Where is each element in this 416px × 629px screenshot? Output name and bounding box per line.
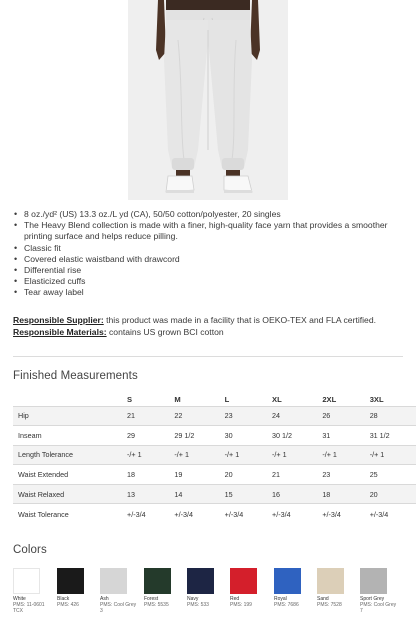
color-name: Sand [317, 596, 329, 602]
table-cell: 18 [123, 465, 170, 485]
table-row [13, 465, 416, 485]
feature-item: • Elasticized cuffs [13, 276, 405, 287]
size-header: S [127, 395, 133, 405]
row-label: Inseam [13, 426, 123, 446]
table-row [13, 406, 416, 426]
responsible-materials [13, 326, 399, 338]
row-label: Waist Extended [13, 465, 123, 485]
table-row [13, 504, 416, 524]
colors-title: Colors [13, 544, 47, 556]
color-chip[interactable] [144, 568, 171, 594]
color-chip[interactable] [360, 568, 387, 594]
color-name: White [13, 596, 26, 602]
table-cell: 13 [123, 484, 170, 504]
table-cell: 14 [170, 484, 220, 504]
size-header: 3XL [369, 395, 384, 405]
responsible-sourcing [13, 314, 399, 338]
table-cell: +/-3/4 [268, 504, 318, 524]
color-pms: PMS: 5535 [144, 602, 169, 608]
color-pms: PMS: 426 [57, 602, 79, 608]
table-cell: 19 [170, 465, 220, 485]
color-name: Forest [144, 596, 159, 602]
color-swatch-sport-grey[interactable] [360, 568, 400, 614]
table-cell: -/+ 1 [366, 445, 416, 465]
sweatpants-illustration [128, 0, 288, 200]
color-name: Ash [100, 596, 109, 602]
table-cell: 21 [123, 406, 170, 426]
table-cell: 25 [366, 465, 416, 485]
table-cell: -/+ 1 [170, 445, 220, 465]
feature-item: • The Heavy Blend collection is made with a finer, high-quality face yarn that provides a smoother printing surface and helps reduce pilling. [13, 220, 405, 242]
row-label: Hip [13, 406, 123, 426]
table-cell: 30 [221, 426, 268, 446]
header-label-cell [13, 394, 123, 406]
color-swatch-royal[interactable] [274, 568, 314, 608]
feature-list [13, 209, 405, 299]
table-cell: 24 [268, 406, 318, 426]
table-cell: 28 [366, 406, 416, 426]
table-cell: -/+ 1 [268, 445, 318, 465]
color-swatch-navy[interactable] [187, 568, 227, 608]
table-cell: 16 [268, 484, 318, 504]
table-row [13, 426, 416, 446]
table-cell: 22 [170, 406, 220, 426]
color-swatch-sand[interactable] [317, 568, 357, 608]
table-cell: 30 1/2 [268, 426, 318, 446]
color-swatch-ash[interactable] [100, 568, 140, 614]
color-name: Navy [187, 596, 199, 602]
color-name: Red [230, 596, 240, 602]
size-header: XL [272, 395, 282, 405]
color-pms: PMS: 11-0601 TCX [13, 602, 45, 614]
table-cell: +/-3/4 [123, 504, 170, 524]
size-header: M [174, 395, 181, 405]
color-swatch-white[interactable] [13, 568, 53, 614]
color-swatch-black[interactable] [57, 568, 97, 608]
feature-item: • Classic fit [13, 243, 405, 254]
measurements-title: Finished Measurements [13, 370, 138, 382]
color-pms: PMS: 199 [230, 602, 252, 608]
product-image [128, 0, 288, 200]
color-pms: PMS: 533 [187, 602, 209, 608]
color-pms: PMS: Cool Grey 3 [100, 602, 137, 614]
color-chip[interactable] [100, 568, 127, 594]
color-pms: PMS: 7528 [317, 602, 342, 608]
color-name: Black [57, 596, 70, 602]
table-cell: -/+ 1 [318, 445, 365, 465]
feature-item: • Differential rise [13, 265, 405, 276]
size-header: L [224, 395, 230, 405]
responsible-supplier-label: Responsible Supplier: [13, 315, 104, 325]
color-chip[interactable] [187, 568, 214, 594]
responsible-supplier-text: this product was made in a facility that is OEKO-TEX and FLA certified. [103, 315, 376, 325]
table-cell: -/+ 1 [123, 445, 170, 465]
color-swatch-red[interactable] [230, 568, 270, 608]
color-pms: PMS: 7686 [274, 602, 299, 608]
color-chip[interactable] [230, 568, 257, 594]
table-cell: 23 [318, 465, 365, 485]
row-label: Waist Relaxed [13, 484, 123, 504]
table-cell: +/-3/4 [366, 504, 416, 524]
section-divider [13, 356, 403, 357]
table-row [13, 445, 416, 465]
table-cell: 29 [123, 426, 170, 446]
table-cell: 18 [318, 484, 365, 504]
table-cell: 26 [318, 406, 365, 426]
table-cell: 21 [268, 465, 318, 485]
color-chip[interactable] [13, 568, 40, 594]
measurements-table [13, 394, 416, 524]
row-label: Waist Tolerance [13, 504, 123, 524]
table-cell: 31 [318, 426, 365, 446]
feature-item: • Tear away label [13, 287, 405, 298]
feature-item: • Covered elastic waistband with drawcord [13, 254, 405, 265]
table-row [13, 484, 416, 504]
color-swatch-forest[interactable] [144, 568, 184, 608]
size-header: 2XL [322, 395, 337, 405]
color-pms: PMS: Cool Grey 7 [360, 602, 397, 614]
color-chip[interactable] [57, 568, 84, 594]
responsible-materials-text: contains US grown BCI cotton [106, 327, 224, 337]
color-chip[interactable] [317, 568, 344, 594]
color-name: Sport Grey [360, 596, 385, 602]
table-cell: 20 [366, 484, 416, 504]
feature-item: • 8 oz./yd² (US) 13.3 oz./L yd (CA), 50/50 cotton/polyester, 20 singles [13, 209, 405, 220]
table-cell: +/-3/4 [221, 504, 268, 524]
color-chip[interactable] [274, 568, 301, 594]
table-cell: +/-3/4 [318, 504, 365, 524]
table-cell: 29 1/2 [170, 426, 220, 446]
color-name: Royal [274, 596, 287, 602]
table-cell: 31 1/2 [366, 426, 416, 446]
responsible-supplier [13, 314, 399, 326]
responsible-materials-label: Responsible Materials: [13, 327, 107, 337]
table-header-row [13, 394, 416, 406]
table-cell: 20 [221, 465, 268, 485]
table-cell: 23 [221, 406, 268, 426]
row-label: Length Tolerance [13, 445, 123, 465]
table-cell: 15 [221, 484, 268, 504]
table-cell: +/-3/4 [170, 504, 220, 524]
table-cell: -/+ 1 [221, 445, 268, 465]
